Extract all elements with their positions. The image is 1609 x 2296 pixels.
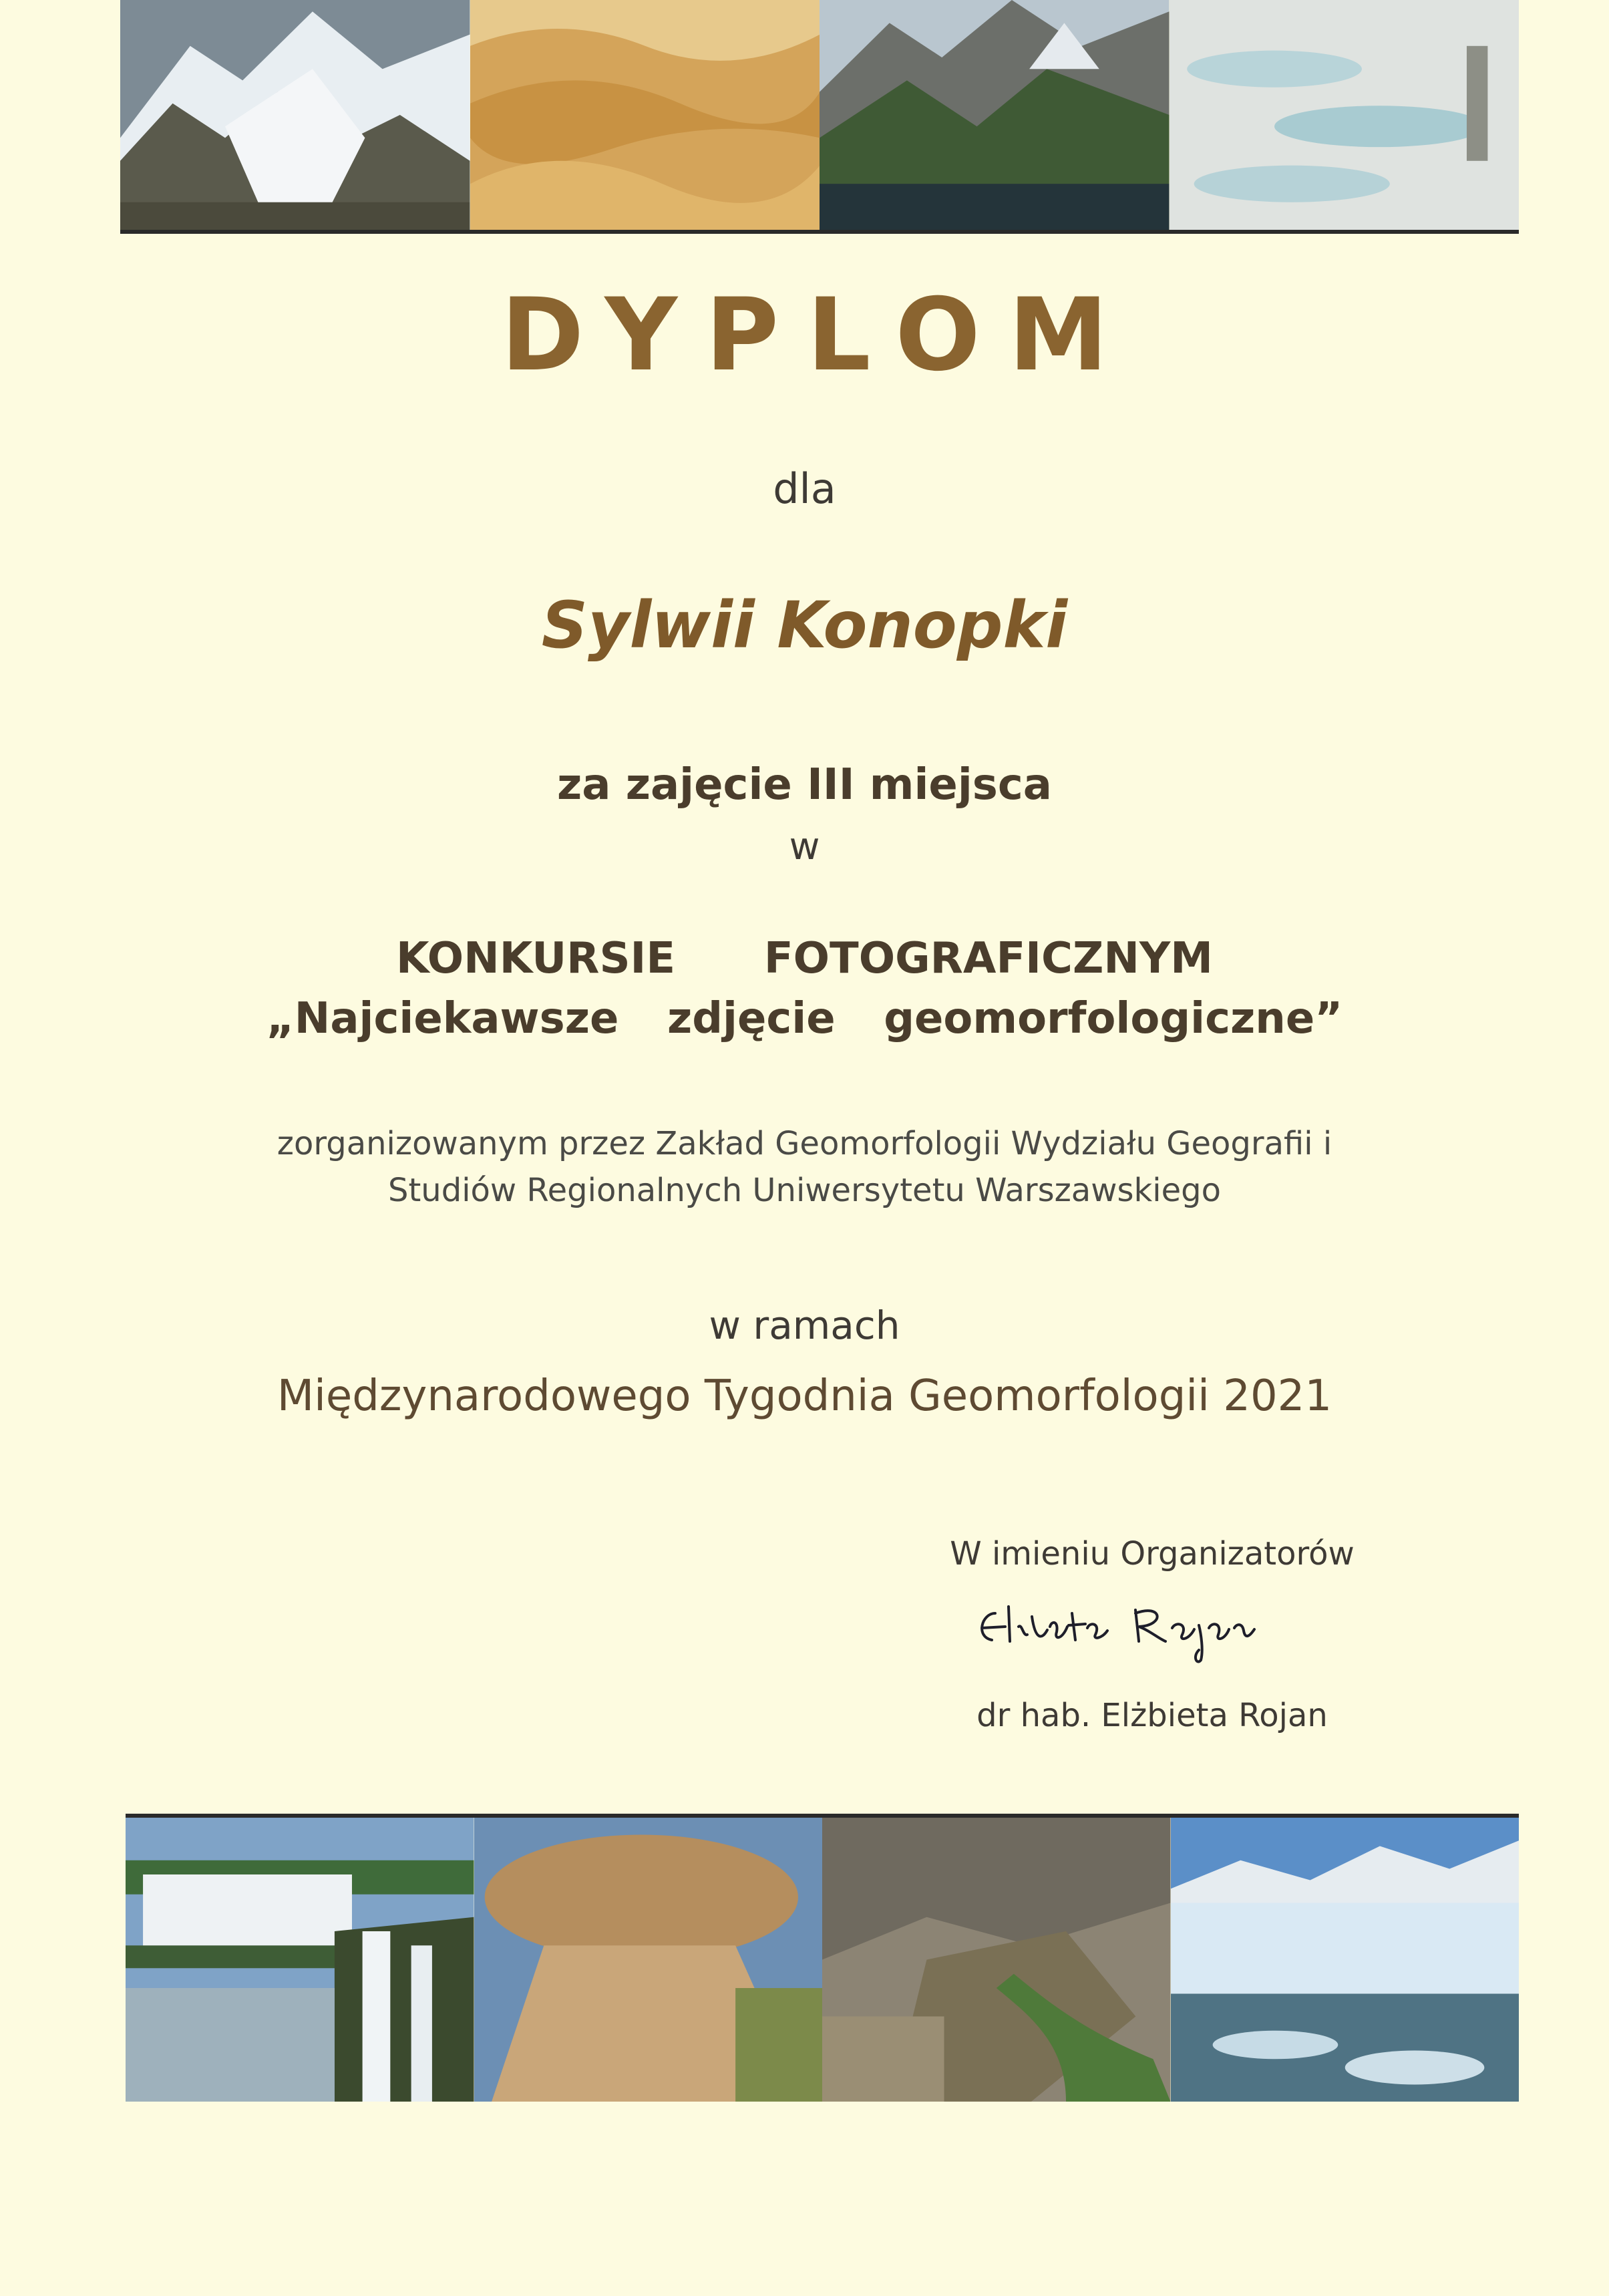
signer-name: dr hab. Elżbieta Rojan [976, 1697, 1328, 1734]
framework-label: w ramach [709, 1303, 900, 1348]
contest-type: KONKURSIE FOTOGRAFICZNYM [396, 934, 1213, 983]
recipient-name: Sylwii Konopki [541, 588, 1068, 663]
award-text: za zajęcie III miejsca [557, 760, 1052, 810]
bottom-photo-strip [126, 1814, 1519, 2102]
top-photo-strip [120, 0, 1519, 234]
in-label: w [789, 825, 820, 868]
travertine-terraces-photo [1170, 0, 1519, 230]
for-label: dla [773, 464, 836, 513]
balanced-rock-photo [474, 1818, 823, 2102]
diploma-title: DYPLOM [500, 277, 1137, 393]
mountain-lake-photo [820, 0, 1170, 230]
organizer-line-1: zorganizowanym przez Zakład Geomorfologii Wydziału Geografii i [277, 1125, 1332, 1162]
contest-name: „Najciekawsze zdjęcie geomorfologiczne” [266, 994, 1343, 1043]
glacier-front-photo [1171, 1818, 1519, 2102]
handwritten-signature [935, 1587, 1369, 1667]
organizer-line-2: Studiów Regionalnych Uniwersytetu Warszawskiego [388, 1172, 1221, 1209]
mountain-glacier-photo [120, 0, 470, 230]
on-behalf-label: W imieniu Organizatorów [950, 1535, 1355, 1573]
event-name: Międzynarodowego Tygodnia Geomorfologii 2021 [277, 1371, 1332, 1421]
waterfalls-photo [126, 1818, 474, 2102]
mountain-valley-photo [822, 1818, 1171, 2102]
sand-dunes-photo [470, 0, 820, 230]
